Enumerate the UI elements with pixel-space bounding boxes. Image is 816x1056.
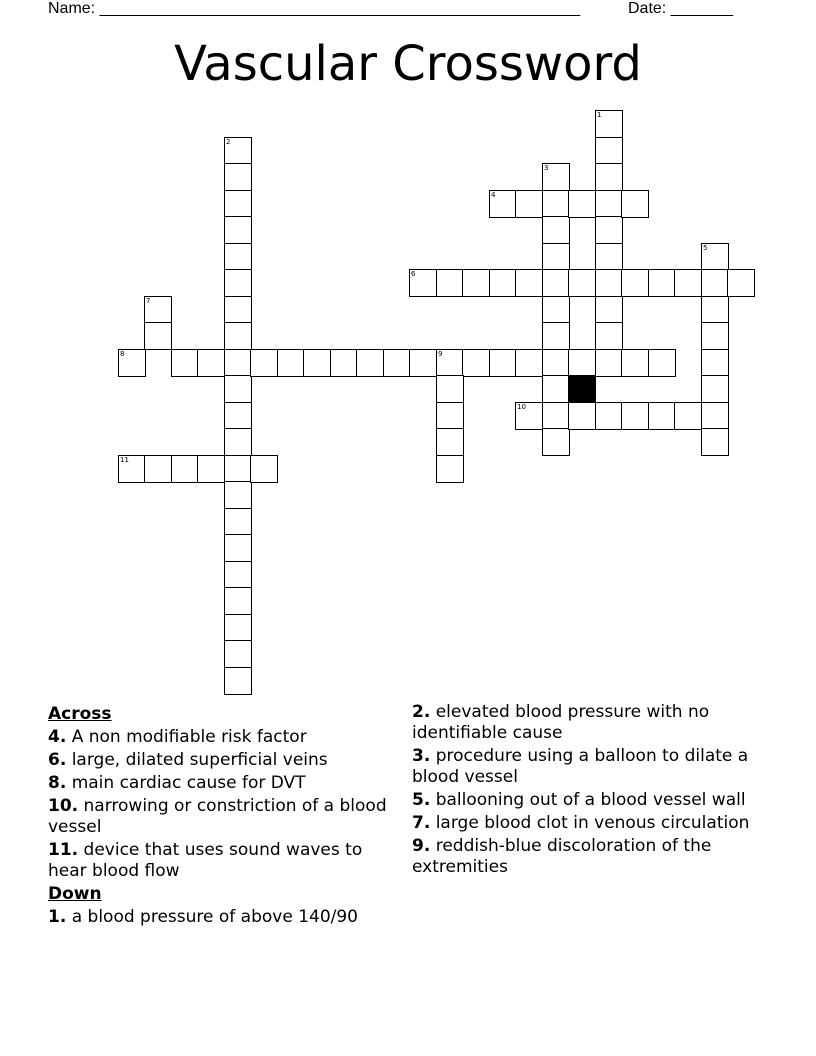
grid-cell[interactable] — [701, 296, 729, 324]
clue-across-8 — [48, 773, 400, 794]
clue-text: elevated blood pressure with no identifiable cause — [412, 702, 710, 743]
grid-cell[interactable] — [701, 375, 729, 403]
grid-cell[interactable] — [224, 269, 252, 297]
clue-number-label: 1 — [597, 111, 602, 119]
grid-cell[interactable] — [224, 455, 252, 483]
grid-cell[interactable] — [595, 296, 623, 324]
grid-cell[interactable] — [542, 322, 570, 350]
clue-down-5 — [412, 790, 762, 811]
grid-cell[interactable] — [436, 269, 464, 297]
clue-number: 8. — [48, 773, 67, 793]
clue-across-11 — [48, 840, 400, 882]
date-label: Date: — [628, 0, 667, 17]
clue-text: device that uses sound waves to hear blood flow — [48, 840, 363, 881]
grid-cell[interactable] — [224, 216, 252, 244]
grid-cell[interactable] — [224, 402, 252, 430]
clue-number: 4. — [48, 727, 67, 747]
clue-down-1 — [48, 907, 400, 928]
grid-cell[interactable] — [621, 402, 649, 430]
grid-cell[interactable] — [542, 296, 570, 324]
clue-down-9 — [412, 836, 762, 878]
grid-cell[interactable] — [118, 455, 146, 483]
grid-cell[interactable] — [595, 402, 623, 430]
grid-cell[interactable] — [224, 428, 252, 456]
clue-number: 6. — [48, 750, 67, 770]
grid-cell[interactable] — [224, 296, 252, 324]
grid-cell[interactable] — [542, 163, 570, 191]
grid-cell[interactable] — [171, 349, 199, 377]
grid-cell[interactable] — [436, 428, 464, 456]
grid-cell[interactable] — [621, 190, 649, 218]
clue-text: a blood pressure of above 140/90 — [71, 907, 358, 927]
black-cell — [568, 375, 596, 403]
grid-cell[interactable] — [542, 216, 570, 244]
clue-number-label: 4 — [491, 191, 496, 199]
clue-number-label: 7 — [146, 297, 151, 305]
grid-cell[interactable] — [224, 640, 252, 668]
grid-cell[interactable] — [197, 455, 225, 483]
grid-cell[interactable] — [171, 455, 199, 483]
clue-number-label: 6 — [411, 270, 416, 278]
clue-number-label: 3 — [544, 164, 549, 172]
clue-down-7 — [412, 813, 762, 834]
grid-cell[interactable] — [436, 349, 464, 377]
grid-cell[interactable] — [144, 455, 172, 483]
grid-cell[interactable] — [542, 269, 570, 297]
clue-text: reddish-blue discoloration of the extremities — [412, 836, 712, 877]
grid-cell[interactable] — [515, 349, 543, 377]
grid-cell[interactable] — [144, 296, 172, 324]
grid-cell[interactable] — [224, 534, 252, 562]
grid-cell[interactable] — [330, 349, 358, 377]
clue-number-label: 9 — [438, 350, 443, 358]
clue-down-2 — [412, 702, 762, 744]
grid-cell[interactable] — [224, 322, 252, 350]
grid-cell[interactable] — [515, 190, 543, 218]
grid-cell[interactable] — [542, 428, 570, 456]
clue-across-6 — [48, 750, 400, 771]
grid-cell[interactable] — [621, 269, 649, 297]
clue-number: 10. — [48, 796, 79, 816]
grid-cell[interactable] — [409, 269, 437, 297]
grid-cell[interactable] — [701, 349, 729, 377]
clue-across-4 — [48, 727, 400, 748]
grid-cell[interactable] — [197, 349, 225, 377]
grid-cell[interactable] — [489, 269, 517, 297]
grid-cell[interactable] — [436, 402, 464, 430]
grid-cell[interactable] — [224, 508, 252, 536]
grid-cell[interactable] — [701, 243, 729, 271]
grid-cell[interactable] — [595, 243, 623, 271]
clue-across-10 — [48, 796, 400, 838]
clue-number: 11. — [48, 840, 79, 860]
grid-cell[interactable] — [595, 163, 623, 191]
grid-cell[interactable] — [489, 190, 517, 218]
grid-cell[interactable] — [250, 349, 278, 377]
grid-cell[interactable] — [356, 349, 384, 377]
grid-cell[interactable] — [224, 561, 252, 589]
grid-cell[interactable] — [648, 269, 676, 297]
grid-cell[interactable] — [224, 614, 252, 642]
grid-cell[interactable] — [542, 349, 570, 377]
grid-cell[interactable] — [701, 428, 729, 456]
grid-cell[interactable] — [144, 322, 172, 350]
grid-cell[interactable] — [224, 163, 252, 191]
grid-cell[interactable] — [224, 243, 252, 271]
grid-cell[interactable] — [277, 349, 305, 377]
grid-cell[interactable] — [595, 322, 623, 350]
grid-cell[interactable] — [409, 349, 437, 377]
name-label: Name: — [48, 0, 96, 17]
grid-cell[interactable] — [224, 349, 252, 377]
grid-cell[interactable] — [224, 587, 252, 615]
grid-cell[interactable] — [701, 402, 729, 430]
grid-cell[interactable] — [595, 110, 623, 138]
clue-column-left — [48, 702, 400, 930]
grid-cell[interactable] — [542, 190, 570, 218]
clue-text: ballooning out of a blood vessel wall — [435, 790, 746, 810]
grid-cell[interactable] — [224, 190, 252, 218]
clue-text: main cardiac cause for DVT — [71, 773, 306, 793]
clue-text: large, dilated superficial veins — [71, 750, 328, 770]
grid-cell[interactable] — [595, 216, 623, 244]
grid-cell[interactable] — [568, 190, 596, 218]
grid-cell[interactable] — [701, 269, 729, 297]
clue-number-label: 10 — [517, 403, 526, 411]
date-blank[interactable]: _______ — [670, 0, 733, 17]
grid-cell[interactable] — [727, 269, 755, 297]
grid-cell[interactable] — [674, 402, 702, 430]
page-title: Vascular Crossword — [174, 36, 642, 92]
clue-number: 2. — [412, 702, 431, 722]
grid-cell[interactable] — [648, 402, 676, 430]
clue-number-label: 5 — [703, 244, 708, 252]
grid-cell[interactable] — [595, 269, 623, 297]
grid-cell[interactable] — [224, 667, 252, 695]
grid-cell[interactable] — [701, 322, 729, 350]
grid-cell[interactable] — [595, 137, 623, 165]
clue-number: 1. — [48, 907, 67, 927]
across-heading: Across — [48, 704, 112, 724]
grid-cell[interactable] — [568, 402, 596, 430]
name-blank[interactable]: ______________________________________________________ — [99, 0, 581, 17]
grid-cell[interactable] — [462, 349, 490, 377]
grid-cell[interactable] — [224, 481, 252, 509]
grid-cell[interactable] — [595, 349, 623, 377]
down-heading: Down — [48, 884, 102, 904]
grid-cell[interactable] — [595, 190, 623, 218]
grid-cell[interactable] — [542, 402, 570, 430]
clue-number-label: 11 — [120, 456, 129, 464]
grid-cell[interactable] — [224, 375, 252, 403]
grid-cell[interactable] — [383, 349, 411, 377]
clue-number: 5. — [412, 790, 431, 810]
grid-cell[interactable] — [568, 349, 596, 377]
grid-cell[interactable] — [118, 349, 146, 377]
clue-column-right — [412, 702, 762, 880]
grid-cell[interactable] — [542, 375, 570, 403]
grid-cell[interactable] — [462, 269, 490, 297]
clue-down-3 — [412, 746, 762, 788]
clue-text: large blood clot in venous circulation — [435, 813, 750, 833]
grid-cell[interactable] — [515, 269, 543, 297]
clue-text: narrowing or constriction of a blood vessel — [48, 796, 387, 837]
grid-cell[interactable] — [224, 137, 252, 165]
grid-cell[interactable] — [542, 243, 570, 271]
clue-number-label: 8 — [120, 350, 125, 358]
grid-cell[interactable] — [674, 269, 702, 297]
grid-cell[interactable] — [436, 375, 464, 403]
clue-number: 7. — [412, 813, 431, 833]
clue-text: A non modifiable risk factor — [71, 727, 307, 747]
grid-cell[interactable] — [568, 269, 596, 297]
grid-cell[interactable] — [250, 455, 278, 483]
grid-cell[interactable] — [489, 349, 517, 377]
grid-cell[interactable] — [648, 349, 676, 377]
grid-cell[interactable] — [621, 349, 649, 377]
clue-number-label: 2 — [226, 138, 231, 146]
clue-text: procedure using a balloon to dilate a blood vessel — [412, 746, 749, 787]
clue-number: 3. — [412, 746, 431, 766]
clue-number: 9. — [412, 836, 431, 856]
grid-cell[interactable] — [515, 402, 543, 430]
grid-cell[interactable] — [303, 349, 331, 377]
grid-cell[interactable] — [436, 455, 464, 483]
